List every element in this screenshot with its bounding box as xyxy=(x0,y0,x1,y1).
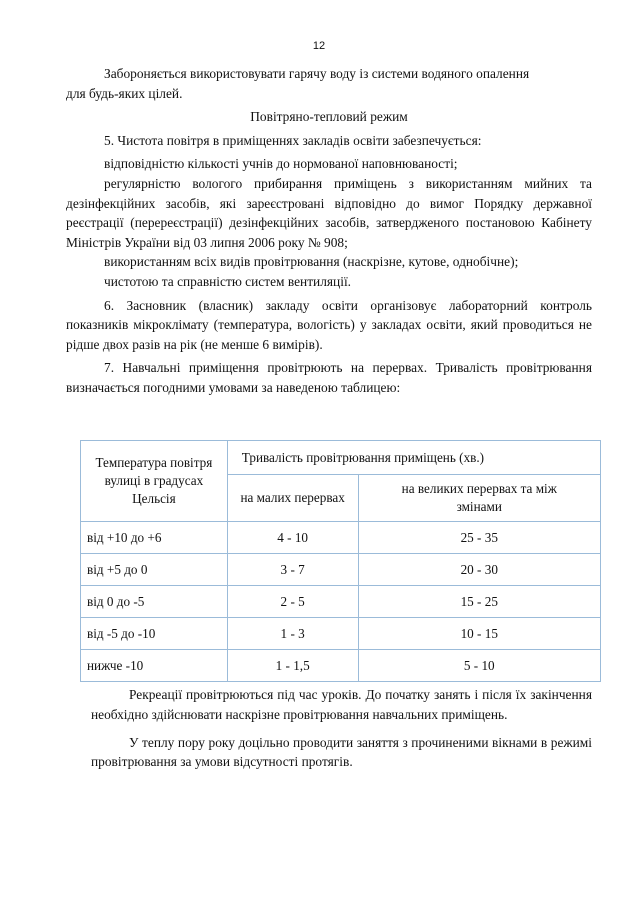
header-small-breaks: на малих перервах xyxy=(227,475,358,522)
table-row xyxy=(81,586,601,618)
paragraph-intro-line1: Забороняється використовувати гарячу воду із системи водяного опалення xyxy=(104,66,530,81)
table-row xyxy=(81,554,601,586)
ventilation-table-wrapper xyxy=(80,440,601,682)
cell-temperature: від +10 до +6 xyxy=(81,522,228,554)
paragraph-warm-season: У теплу пору року доцільно проводити заняття з прочиненими вікнами в режимі провітрювання за умови відсутності протягів. xyxy=(91,734,592,770)
page-number: 12 xyxy=(312,40,326,52)
paragraph-5-item-2: регулярністю вологого прибирання приміщень з використанням мийних та дезінфекційних засобів, які зареєстровані відповідно до вимог Порядку державної реєстрації (перереєстрації) дезінфекційних засобів, затвердженого постановою Кабінету Міністрів України від 03 липня 2006 року № 908; xyxy=(66,175,592,250)
cell-large-break: 5 - 10 xyxy=(358,650,601,682)
paragraph-6: 6. Засновник (власник) закладу освіти організовує лабораторний контроль показників мікроклімату (температура, вологість) у закладах освіти, який проводиться не рідше двох разів на рік (не менше 6 вимірів). xyxy=(66,297,592,352)
cell-temperature: від 0 до -5 xyxy=(81,586,228,618)
paragraph-5-item-1: відповідністю кількості учнів до нормованої наповнюваності; xyxy=(104,156,458,172)
ventilation-table xyxy=(80,440,601,682)
cell-large-break: 20 - 30 xyxy=(358,554,601,586)
cell-large-break: 10 - 15 xyxy=(358,618,601,650)
table-row xyxy=(81,522,601,554)
cell-temperature: нижче -10 xyxy=(81,650,228,682)
paragraph-5-item-4: чистотою та справністю систем вентиляції. xyxy=(104,273,352,289)
section-heading: Повітряно-тепловий режим xyxy=(250,109,408,125)
cell-small-break: 1 - 1,5 xyxy=(227,650,358,682)
table-row xyxy=(81,618,601,650)
cell-small-break: 3 - 7 xyxy=(227,554,358,586)
paragraph-recreation: Рекреації провітрюються під час уроків. До початку занять і після їх закінчення необхідно здійснювати наскрізне провітрювання навчальних приміщень. xyxy=(91,687,592,722)
cell-small-break: 2 - 5 xyxy=(227,586,358,618)
header-duration-group: Тривалість провітрювання приміщень (хв.) xyxy=(227,441,600,475)
cell-temperature: від +5 до 0 xyxy=(81,554,228,586)
paragraph-5-item-3: використанням всіх видів провітрювання (наскрізне, кутове, однобічне); xyxy=(104,254,519,270)
document-body-after-table xyxy=(91,685,592,772)
header-temperature: Температура повітря вулиці в градусах Цельсія xyxy=(81,441,228,522)
paragraph-5-title: 5. Чистота повітря в приміщеннях закладів освіти забезпечується: xyxy=(104,132,482,148)
table-row xyxy=(81,650,601,682)
header-large-breaks: на великих перервах та між змінами xyxy=(358,475,601,522)
cell-temperature: від -5 до -10 xyxy=(81,618,228,650)
document-body xyxy=(66,64,592,398)
cell-small-break: 4 - 10 xyxy=(227,522,358,554)
paragraph-intro-line2: для будь-яких цілей. xyxy=(66,85,183,101)
cell-small-break: 1 - 3 xyxy=(227,618,358,650)
cell-large-break: 25 - 35 xyxy=(358,522,601,554)
cell-large-break: 15 - 25 xyxy=(358,586,601,618)
paragraph-7: 7. Навчальні приміщення провітрюють на перервах. Тривалість провітрювання визначається погодними умовами за наведеною таблицею: xyxy=(66,360,592,395)
